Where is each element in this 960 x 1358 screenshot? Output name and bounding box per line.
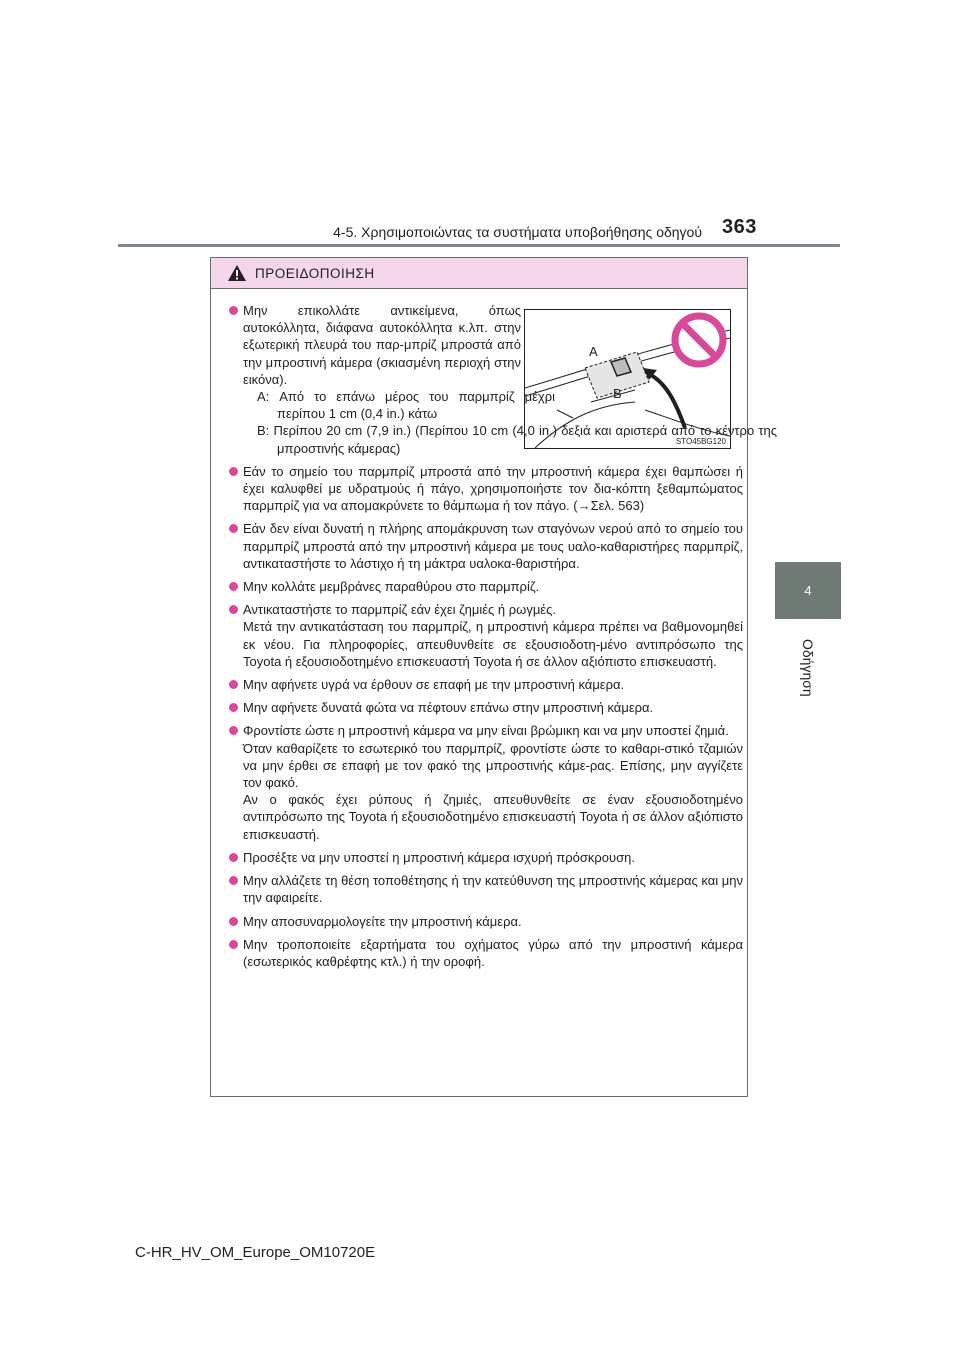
warning-triangle-icon <box>227 264 247 282</box>
list-item <box>229 722 743 842</box>
list-item <box>229 520 743 572</box>
figure-label-a: A <box>589 344 598 359</box>
bullet-icon <box>229 726 238 735</box>
warning-items <box>229 463 743 970</box>
bullet-icon <box>229 582 238 591</box>
item-text: Φροντίστε ώστε η μπροστινή κάμερα να μην είναι βρώμικη και να μην υποστεί ζημιά. <box>243 723 729 739</box>
item-text: Όταν καθαρίζετε το εσωτερικό του παρμπρίζ, φροντίστε ώστε το καθαρι-στικό τζαμιών να μην έρθει σε επαφή με τον φακό της μπροστινής κάμε-ρας. Επίσης, μην αγγίζετε τον φακό. <box>243 740 743 791</box>
list-item <box>229 913 743 930</box>
section-title: 4-5. Χρησιμοποιώντας τα συστήματα υποβοήθησης οδηγού <box>333 224 702 240</box>
bullet-icon <box>229 605 238 614</box>
list-item <box>229 699 743 716</box>
list-item <box>229 936 743 970</box>
bullet-icon <box>229 467 238 476</box>
sub-item-b: B: Περίπου 20 cm (7,9 in.) (Περίπου 10 cm (4,0 in.) δεξιά και αριστερά από το κέντρο της μπροστινής κάμερας) <box>257 423 777 456</box>
item-text: Προσέξτε να μην υποστεί η μπροστινή κάμερα ισχυρή πρόσκρουση. <box>243 849 636 865</box>
warning-content <box>229 302 777 976</box>
item-text: Μην τροποποιείτε εξαρτήματα του οχήματος γύρω από την μπροστινή κάμερα (εσωτερικός καθρέφτης κτλ.) ή την οροφή. <box>243 936 743 969</box>
document-code: C-HR_HV_OM_Europe_OM10720E <box>135 1244 376 1261</box>
list-item <box>229 849 743 866</box>
item-text: Εάν δεν είναι δυνατή η πλήρης απομάκρυνση των σταγόνων νερού από το σημείο του παρμπρίζ μπροστά από την μπροστινή κάμερα με τους υαλο-καθαριστήρες παρμπρίζ, αντικαταστήστε το λάστιχο ή τη μάκτρα υαλοκα-θαριστήρα. <box>243 521 743 571</box>
item-text: Μην κολλάτε μεμβράνες παραθύρου στο παρμπρίζ. <box>243 579 540 595</box>
page-number: 363 <box>722 216 757 238</box>
warning-header <box>211 258 747 289</box>
figure-label-b: B <box>613 386 622 401</box>
list-item <box>229 463 743 515</box>
item-text: Μην αποσυναρμολογείτε την μπροστινή κάμερα. <box>243 913 522 929</box>
figure-code: STO45BG120 <box>675 437 726 446</box>
item-text: Αν ο φακός έχει ρύπους ή ζημιές, απευθυνθείτε σε έναν εξουσιοδοτημένο αντιπρόσωπο της Toyota ή εξουσιοδοτημένο επισκευαστή Toyota ή σε άλλον αξιόπιστο επισκευαστή. <box>243 792 743 842</box>
warning-box <box>210 257 777 1097</box>
bullet-icon <box>229 876 238 885</box>
item-text: Εάν το σημείο του παρμπρίζ μπροστά από την μπροστινή κάμερα έχει θαμπώσει ή έχει καλυφθεί με υδρατμούς ή πάγο, χρησιμοποιήστε τον δια-κόπτη ξεθαμπώματος παρμπρίζ για να απομακρύνετε το θάμπωμα ή τον πάγο. (→Σελ. 563) <box>243 463 743 514</box>
list-item <box>229 578 743 595</box>
bullet-icon <box>229 940 238 949</box>
item-text: Μετά την αντικατάσταση του παρμπρίζ, η μπροστινή κάμερα πρέπει να βαθμονομηθεί εκ νέου. Για πληροφορίες, απευθυνθείτε σε εξουσιοδοτη-μένο αντιπρόσωπο της Toyota ή εξουσιοδοτημένο επισκευαστή Toyota ή σε άλλον αξιόπιστο επισκευαστή. <box>243 619 743 669</box>
sub-item-a: A: Από το επάνω μέρος του παρμπρίζ μέχρι περίπου 1 cm (0,4 in.) κάτω <box>257 389 555 422</box>
bullet-icon <box>229 680 238 689</box>
item-text: Μην αλλάζετε τη θέση τοποθέτησης ή την κατεύθυνση της μπροστινής κάμερας και μην την αφαιρείτε. <box>243 873 743 906</box>
list-item <box>229 601 743 670</box>
chapter-number: 4 <box>804 583 812 598</box>
warning-title: ΠΡΟΕΙΔΟΠΟΙΗΣΗ <box>255 265 375 281</box>
bullet-icon <box>229 917 238 926</box>
bullet-icon <box>229 524 238 533</box>
list-item <box>229 872 743 906</box>
header-divider <box>118 244 840 247</box>
chapter-tab[interactable] <box>775 562 841 619</box>
bullet-icon <box>229 703 238 712</box>
list-item <box>229 302 777 457</box>
bullet-icon <box>229 306 238 315</box>
chapter-label: Οδήγηση <box>800 639 816 697</box>
item-text: Μην αφήνετε υγρά να έρθουν σε επαφή με την μπροστινή κάμερα. <box>243 677 625 693</box>
item-text: Αντικαταστήστε το παρμπρίζ εάν έχει ζημιές ή ρωγμές. <box>243 602 556 618</box>
bullet-icon <box>229 853 238 862</box>
list-item <box>229 676 743 693</box>
item-text: Μην επικολλάτε αντικείμενα, όπως αυτοκόλλητα, διάφανα αυτοκόλλητα κ.λπ. στην εξωτερική πλευρά του παρ-μπρίζ μπροστά από την μπροστινή κάμερα (σκιασμένη περιοχή στην εικόνα). <box>243 303 521 387</box>
item-text: Μην αφήνετε δυνατά φώτα να πέφτουν επάνω στην μπροστινή κάμερα. <box>243 700 654 716</box>
